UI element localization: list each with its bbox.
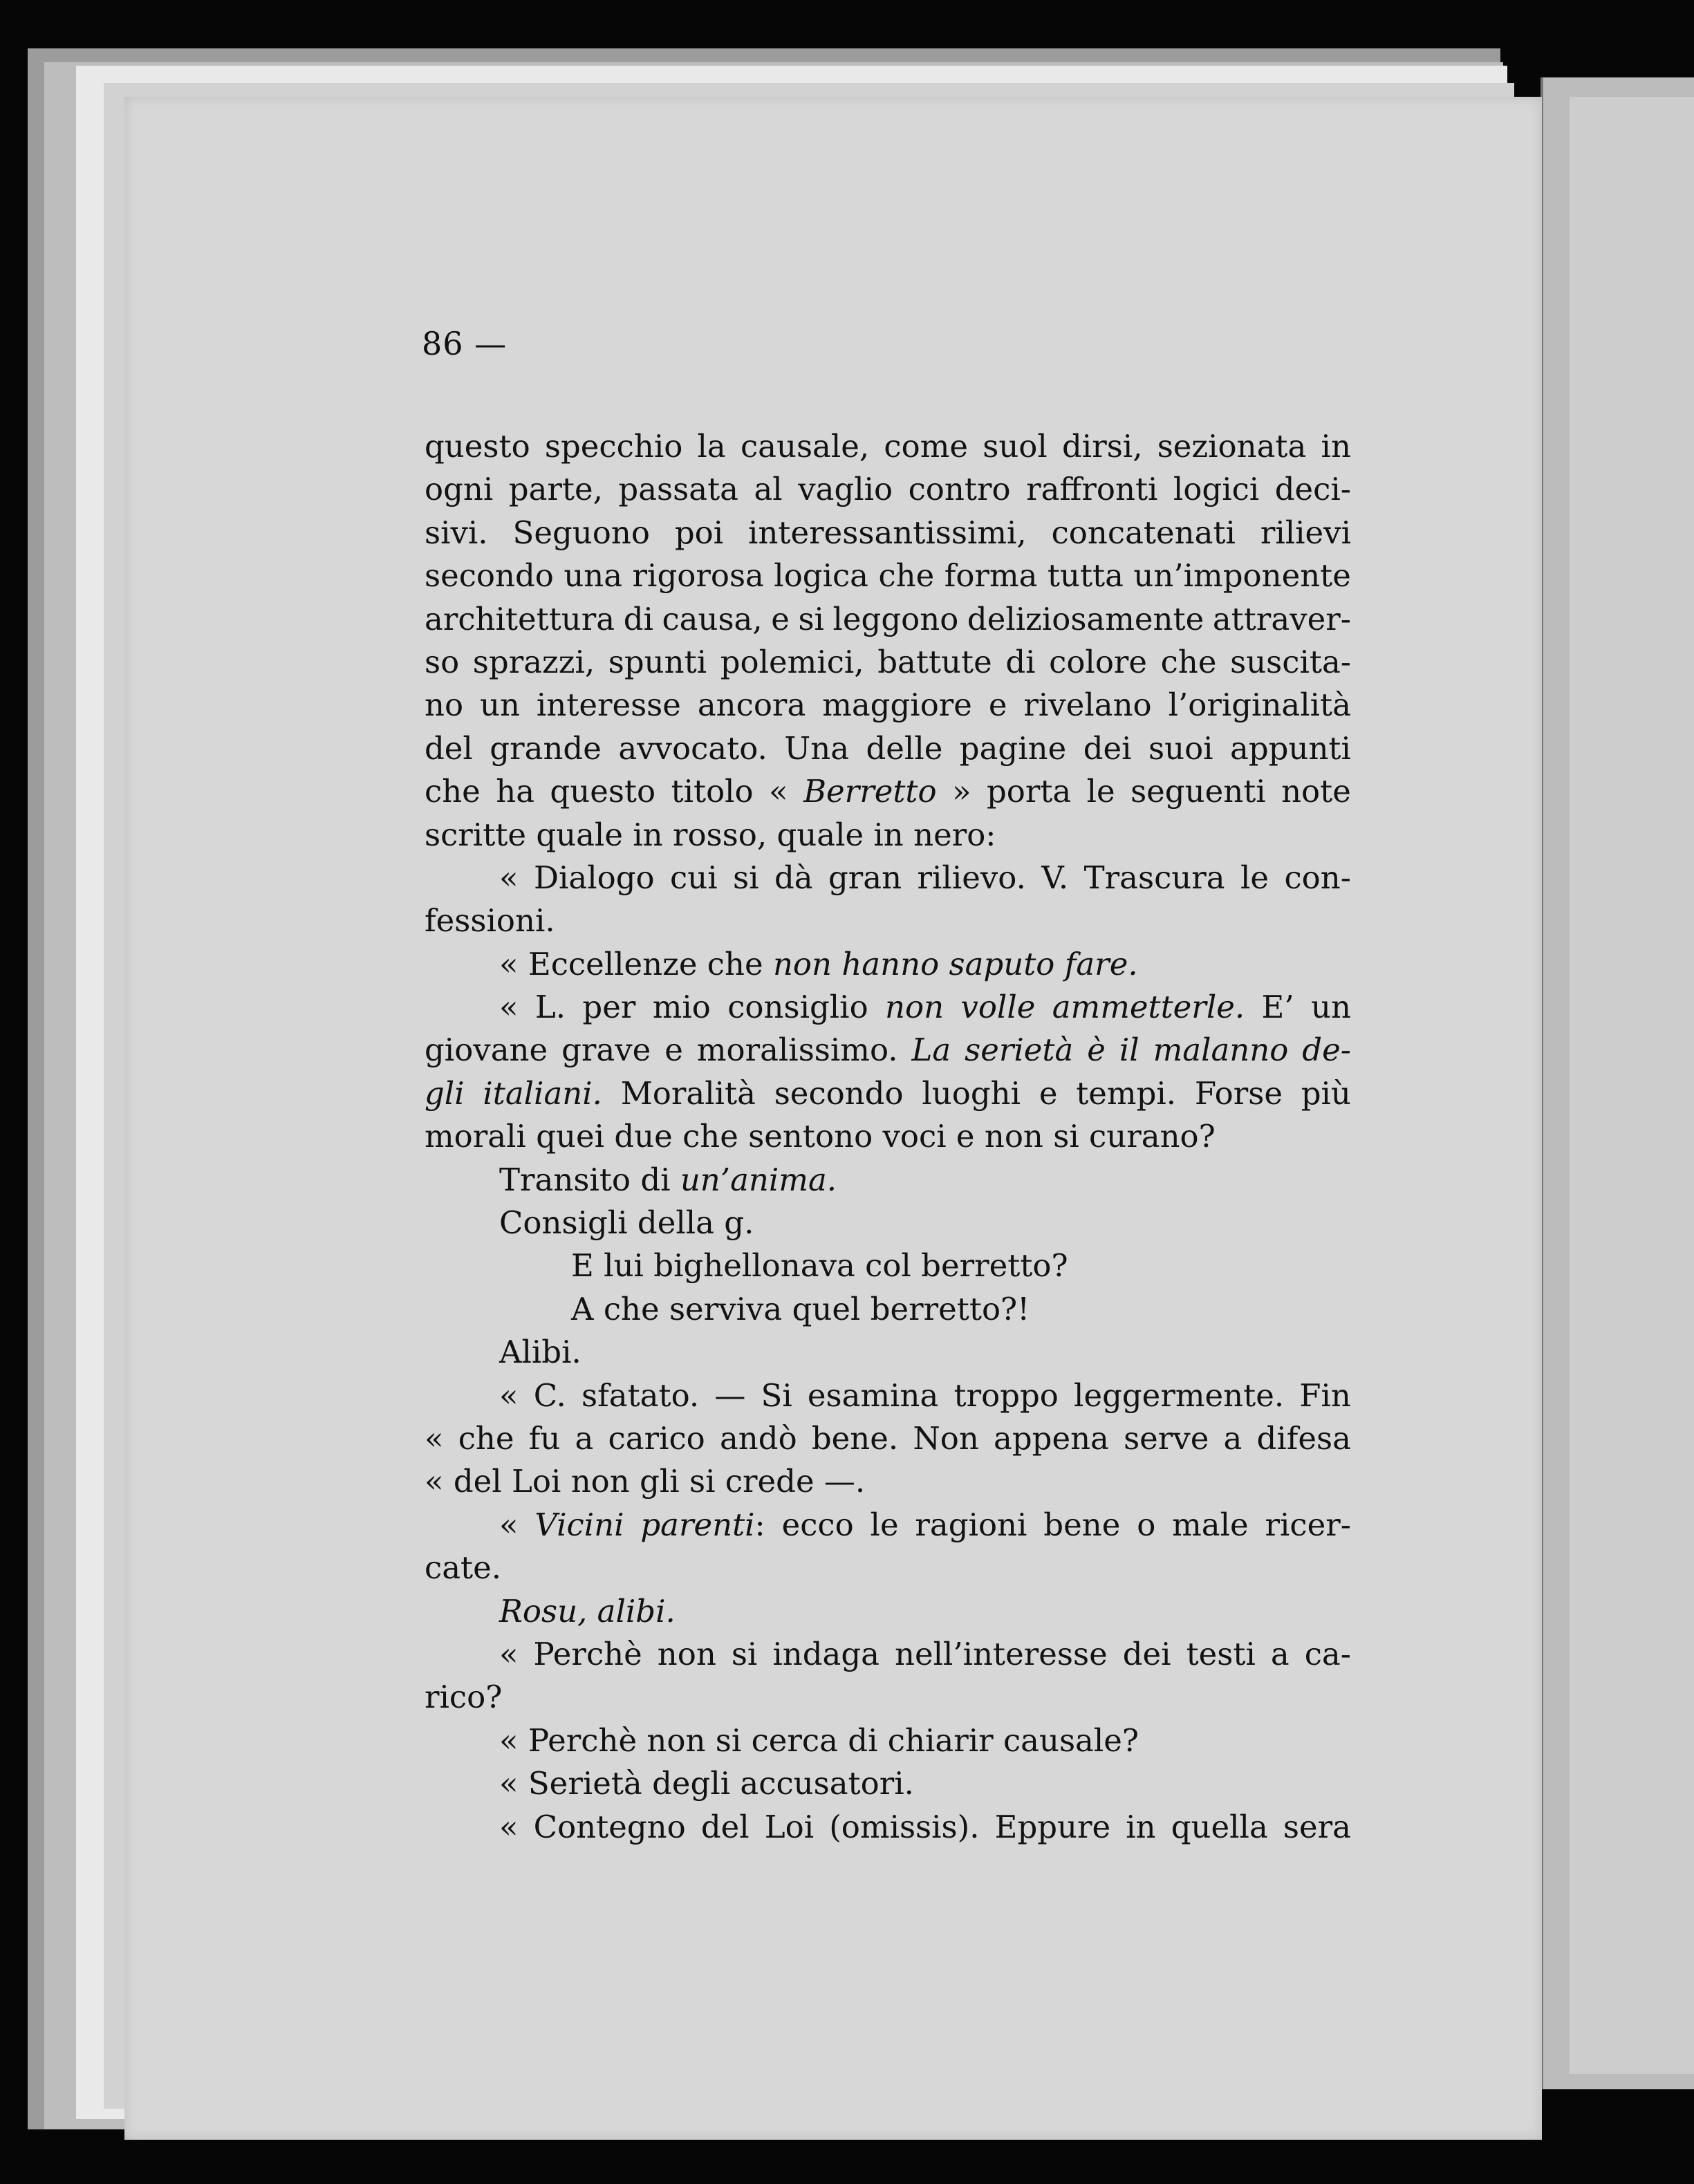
word: Contegno <box>533 1808 686 1845</box>
word: un’anima. <box>680 1161 837 1198</box>
word: come <box>884 428 969 465</box>
word: quei <box>536 1118 605 1155</box>
word: rico? <box>425 1679 503 1716</box>
word: si <box>715 1721 742 1759</box>
word: grande <box>490 729 602 767</box>
word: berretto?! <box>870 1290 1030 1327</box>
word: « <box>425 1419 444 1457</box>
word: che <box>682 1118 738 1155</box>
word: concatenati <box>1051 514 1236 551</box>
text-line <box>425 1676 1351 1719</box>
word: rigorosa <box>632 557 764 595</box>
word: quella <box>1171 1808 1268 1845</box>
word: crede <box>725 1463 815 1500</box>
word: « <box>499 1808 519 1845</box>
word: maggiore <box>822 687 972 724</box>
word: —. <box>823 1463 866 1500</box>
word: rilievo. <box>917 859 1026 896</box>
word: « <box>499 989 519 1026</box>
text-line <box>425 1719 1351 1762</box>
word: ca- <box>1304 1635 1351 1672</box>
word: polemici, <box>720 643 864 680</box>
word: specchio <box>544 428 683 465</box>
word: si <box>1053 1118 1079 1155</box>
word: un’imponente <box>1133 557 1351 595</box>
word: lui <box>604 1247 644 1285</box>
word: saputo <box>949 945 1055 982</box>
text-line <box>425 512 1351 554</box>
word: Una <box>784 729 850 767</box>
word: fare. <box>1064 945 1138 982</box>
word: quale <box>776 816 864 853</box>
word: ogni <box>425 471 494 508</box>
text-line <box>425 899 1351 942</box>
word: serietà <box>965 1032 1074 1069</box>
word: dei <box>1083 729 1132 767</box>
word: del <box>700 1808 750 1845</box>
word: Eccellenze <box>528 945 698 982</box>
word: Forse <box>1194 1074 1283 1112</box>
word: colore <box>1049 643 1148 680</box>
word: non <box>885 989 944 1026</box>
page-text-body <box>425 425 1351 1849</box>
word: che <box>458 1419 514 1457</box>
text-line <box>425 1288 1351 1331</box>
word: berretto? <box>921 1247 1068 1285</box>
word: due <box>614 1118 673 1155</box>
word: in <box>633 816 663 853</box>
word: andò <box>719 1419 797 1457</box>
word: non <box>657 1635 716 1672</box>
word: leggono <box>832 600 959 637</box>
text-line <box>425 1460 1351 1503</box>
word: causale? <box>1003 1721 1139 1759</box>
word: C. <box>533 1376 566 1414</box>
word: Si <box>761 1376 792 1414</box>
text-line <box>425 1244 1351 1287</box>
word: suscita- <box>1230 643 1351 680</box>
text-line <box>425 554 1351 597</box>
word: mio <box>652 989 711 1026</box>
word: suoi <box>1148 729 1213 767</box>
word: quel <box>792 1290 861 1327</box>
word: attraver- <box>1212 600 1351 637</box>
word: titolo <box>671 773 754 810</box>
word: è <box>1087 1032 1106 1069</box>
word: leggermente. <box>1074 1376 1285 1414</box>
word: sera <box>1283 1808 1351 1845</box>
text-line <box>425 1590 1351 1633</box>
word: consiglio <box>727 989 868 1026</box>
word: sfatato. <box>581 1376 700 1414</box>
word: secondo <box>774 1074 904 1112</box>
word: fu <box>528 1419 561 1457</box>
word: volle <box>960 989 1036 1026</box>
word: Serietà <box>528 1765 642 1802</box>
next-page-leaf-inner <box>1570 97 1694 2074</box>
text-line <box>425 1202 1351 1244</box>
word: non <box>646 1721 706 1759</box>
text-line <box>425 1029 1351 1072</box>
word: di <box>848 1721 878 1759</box>
word: degli <box>652 1765 731 1802</box>
word: al <box>754 471 783 508</box>
word: E’ <box>1261 989 1294 1026</box>
word: in <box>873 816 904 853</box>
word: e <box>664 1032 683 1069</box>
word: dirsi, <box>1062 428 1143 465</box>
word: bene <box>1043 1506 1121 1543</box>
text-line <box>425 770 1351 813</box>
page-number: 86 — <box>422 325 508 362</box>
word: carico <box>608 1419 705 1457</box>
word: a <box>1270 1635 1290 1672</box>
word: nell’interesse <box>894 1635 1108 1672</box>
word: ha <box>496 773 535 810</box>
word: Perchè <box>528 1721 637 1759</box>
word: grave <box>561 1032 651 1069</box>
word: di <box>640 1161 671 1198</box>
word: il <box>1119 1032 1139 1069</box>
text-line <box>425 598 1351 641</box>
word: secondo <box>425 557 554 595</box>
word: che <box>878 557 935 595</box>
word: gli <box>640 1463 680 1500</box>
text-line <box>425 1762 1351 1805</box>
word: « <box>769 773 788 810</box>
text-line <box>425 727 1351 770</box>
word: un <box>479 687 520 724</box>
word: l’originalità <box>1168 687 1351 724</box>
word: più <box>1301 1074 1351 1112</box>
word: Moralità <box>620 1074 756 1112</box>
word: passata <box>618 471 738 508</box>
word: tempi. <box>1076 1074 1177 1112</box>
word: Transito <box>499 1161 631 1198</box>
text-line <box>425 1633 1351 1676</box>
text-line <box>425 468 1351 511</box>
word: Trascura <box>1083 859 1225 896</box>
word: si <box>689 1463 716 1500</box>
word: « <box>499 1635 519 1672</box>
text-line <box>425 1806 1351 1849</box>
word: logici <box>1173 471 1260 508</box>
word: Berretto <box>803 773 937 810</box>
word: pagine <box>959 729 1067 767</box>
word: battute <box>877 643 992 680</box>
word: non <box>570 1463 630 1500</box>
word: gli <box>425 1074 465 1112</box>
word: rilievi <box>1260 514 1351 551</box>
word: rosso, <box>672 816 767 853</box>
word: Loi <box>764 1808 815 1845</box>
word: interessantissimi, <box>748 514 1027 551</box>
word: sezionata <box>1157 428 1307 465</box>
word: Rosu, <box>499 1592 588 1630</box>
text-line <box>425 1072 1351 1115</box>
word: Vicini <box>534 1506 624 1543</box>
word: parte, <box>508 471 603 508</box>
word: serviva <box>669 1290 783 1327</box>
text-line <box>425 425 1351 468</box>
word: gran <box>828 859 902 896</box>
word: esamina <box>807 1376 939 1414</box>
word: accusatori. <box>740 1765 914 1802</box>
word: di <box>1005 643 1036 680</box>
text-line <box>425 857 1351 899</box>
word: serve <box>1124 1419 1209 1457</box>
word: deliziosamente <box>967 600 1204 637</box>
word: si <box>733 859 759 896</box>
word: in <box>1126 1808 1156 1845</box>
word: « <box>499 1376 519 1414</box>
word: Eppure <box>994 1808 1111 1845</box>
word: « <box>499 859 519 896</box>
word: italiani. <box>483 1074 602 1112</box>
word: alibi. <box>597 1592 676 1630</box>
word: per <box>582 989 636 1026</box>
word: indaga <box>772 1635 879 1672</box>
word: raffronti <box>1026 471 1158 508</box>
word: ancora <box>697 687 806 724</box>
word: g. <box>724 1204 754 1242</box>
word: ecco <box>781 1506 854 1543</box>
word: « <box>499 1721 519 1759</box>
word: o <box>1137 1506 1156 1543</box>
word: avvocato. <box>618 729 767 767</box>
word: di <box>623 600 653 637</box>
word: Consigli <box>499 1204 628 1242</box>
word: non <box>772 945 832 982</box>
word: sivi. <box>425 514 488 551</box>
word: Perchè <box>533 1635 642 1672</box>
word: scritte <box>425 816 526 853</box>
word: un <box>1310 989 1351 1026</box>
word: causale, <box>740 428 870 465</box>
word: bene. <box>811 1419 899 1457</box>
word: che <box>1160 643 1217 680</box>
text-line <box>425 1331 1351 1374</box>
word: questo <box>550 773 656 810</box>
word: si <box>798 600 824 637</box>
word: bighellonava <box>653 1247 855 1285</box>
word: del <box>453 1463 502 1500</box>
word: poi <box>674 514 724 551</box>
word: « <box>499 945 519 982</box>
word: ricer- <box>1265 1506 1351 1543</box>
word: spunti <box>608 643 707 680</box>
word: chiarir <box>887 1721 994 1759</box>
word: A <box>571 1290 594 1327</box>
text-line <box>425 1115 1351 1158</box>
word: (omissis). <box>829 1808 980 1845</box>
word: La <box>911 1032 951 1069</box>
word: e <box>1039 1074 1058 1112</box>
word: contro <box>908 471 1011 508</box>
word: vaglio <box>798 471 893 508</box>
word: le <box>1086 773 1115 810</box>
word: sprazzi, <box>472 643 595 680</box>
word: curano? <box>1089 1118 1216 1155</box>
word: rivelano <box>1023 687 1152 724</box>
word: questo <box>425 428 530 465</box>
word: moralissimo. <box>696 1032 898 1069</box>
word: logica <box>774 557 869 595</box>
word: dei <box>1122 1635 1171 1672</box>
word: del <box>425 729 473 767</box>
word: a <box>1223 1419 1242 1457</box>
word: malanno <box>1153 1032 1289 1069</box>
word: parenti: <box>640 1506 765 1543</box>
word: non <box>984 1118 1043 1155</box>
text-line <box>425 1547 1351 1589</box>
word: della <box>637 1204 714 1242</box>
word: seguenti <box>1130 773 1266 810</box>
word: appena <box>994 1419 1109 1457</box>
word: interesse <box>536 687 681 724</box>
word: Dialogo <box>533 859 655 896</box>
word: quale <box>536 816 623 853</box>
text-line <box>425 684 1351 727</box>
word: tutta <box>1047 557 1124 595</box>
word: Loi <box>512 1463 561 1500</box>
word: che <box>707 945 763 982</box>
text-line <box>425 641 1351 684</box>
word: E <box>571 1247 594 1285</box>
word: de- <box>1302 1032 1351 1069</box>
word: delle <box>866 729 943 767</box>
word: suol <box>983 428 1048 465</box>
word: V. <box>1041 859 1069 896</box>
word: « <box>499 1765 519 1802</box>
word: luoghi <box>922 1074 1021 1112</box>
word: e <box>988 687 1007 724</box>
text-line <box>425 943 1351 986</box>
word: porta <box>986 773 1072 810</box>
word: Non <box>913 1419 979 1457</box>
word: causa, <box>662 600 763 637</box>
word: cui <box>670 859 718 896</box>
word: e <box>956 1118 975 1155</box>
word: nero: <box>913 816 996 853</box>
word: no <box>425 687 464 724</box>
word: giovane <box>425 1032 548 1069</box>
word: sentono <box>748 1118 873 1155</box>
word: so <box>425 643 460 680</box>
word: dà <box>774 859 813 896</box>
word: deci- <box>1274 471 1351 508</box>
word: che <box>425 773 481 810</box>
word: e <box>771 600 790 637</box>
word: Alibi. <box>499 1334 581 1371</box>
word: col <box>865 1247 911 1285</box>
word: ragioni <box>915 1506 1027 1543</box>
word: male <box>1172 1506 1249 1543</box>
word: troppo <box>953 1376 1059 1414</box>
word: forma <box>944 557 1038 595</box>
word: testi <box>1186 1635 1256 1672</box>
word: difesa <box>1256 1419 1351 1457</box>
word: le <box>1240 859 1269 896</box>
word: morali <box>425 1118 526 1155</box>
word: a <box>575 1419 594 1457</box>
word: « <box>425 1463 444 1500</box>
word: note <box>1281 773 1351 810</box>
word: appunti <box>1230 729 1351 767</box>
word: la <box>697 428 726 465</box>
word: che <box>603 1290 660 1327</box>
text-line <box>425 1417 1351 1460</box>
word: cerca <box>751 1721 838 1759</box>
word: Fin <box>1299 1376 1351 1414</box>
word: hanno <box>841 945 940 982</box>
word: si <box>731 1635 758 1672</box>
word: una <box>564 557 623 595</box>
word: — <box>714 1376 746 1414</box>
word: con- <box>1284 859 1351 896</box>
word: architettura <box>425 600 615 637</box>
word: cate. <box>425 1549 502 1587</box>
word: Seguono <box>512 514 650 551</box>
text-line <box>425 814 1351 857</box>
text-line <box>425 1504 1351 1547</box>
text-line <box>425 986 1351 1029</box>
word: voci <box>882 1118 947 1155</box>
word: le <box>870 1506 899 1543</box>
word: in <box>1321 428 1351 465</box>
word: « <box>499 1506 519 1543</box>
text-line <box>425 1374 1351 1417</box>
text-line <box>425 1159 1351 1202</box>
word: » <box>952 773 971 810</box>
word: L. <box>534 989 566 1026</box>
word: ammetterle. <box>1052 989 1245 1026</box>
word: fessioni. <box>425 902 555 940</box>
